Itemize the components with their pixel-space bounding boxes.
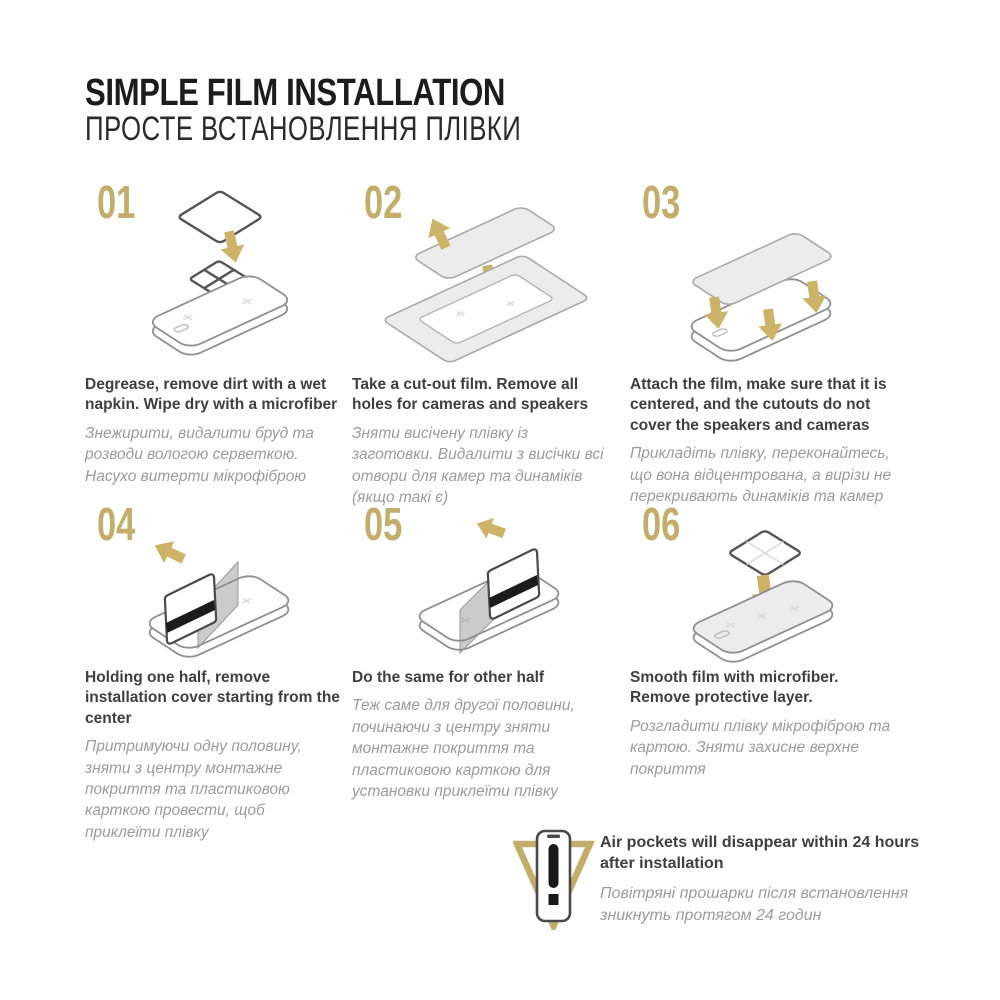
step-text-uk: Теж саме для другої половини, починаючи з центру зняти монтажне покриття та пластиковою карткою для установки приклеїти плівку xyxy=(352,697,575,800)
step-05 xyxy=(352,498,607,802)
step-text-uk: Розгладити плівку мікрофіброю та картою. Зняти захисне верхне покриття xyxy=(630,717,891,778)
step-01-illustration xyxy=(85,176,340,375)
step-06 xyxy=(630,498,902,780)
step-text-uk: Знежирити, видалити бруд та розводи вологою серветкою. Насухо витерти мікрофіброю xyxy=(85,424,314,485)
step-04 xyxy=(85,498,340,843)
step-text-en: Do the same for other half xyxy=(352,669,545,686)
step-text-uk: Прикладіть плівку, переконайтесь, що вона відцентрована, а вирізи не перекривають динаміків та камер xyxy=(630,445,892,506)
step-number: 06 xyxy=(642,498,681,550)
step-03-illustration xyxy=(630,176,902,375)
warning-text xyxy=(600,832,935,927)
step-06-illustration xyxy=(630,498,902,668)
step-text-uk: Притримуючи одну половину, зняти з центру монтажне покриття та пластиковою карткою провести, щоб приклеїти плівку xyxy=(85,738,302,841)
arrow-pull-icon xyxy=(473,513,508,544)
page-title: SIMPLE FILM INSTALLATION xyxy=(85,72,506,114)
arrow-pull-icon xyxy=(150,535,189,570)
step-text-uk: Зняти висічену плівку із заготовки. Видалити з висічки всі отвори для камер та динаміків (якщо такі є) xyxy=(352,424,604,507)
step-text-en: Holding one half, remove installation cover starting from the center xyxy=(85,669,340,727)
page-subtitle: ПРОСТЕ ВСТАНОВЛЕННЯ ПЛІВКИ xyxy=(85,110,522,148)
warning-icon-wrap xyxy=(513,828,595,935)
step-04-illustration xyxy=(85,498,340,668)
cutout-sheet-icon xyxy=(382,255,590,364)
step-text-en: Degrease, remove dirt with a wet napkin. Wipe dry with a microfiber xyxy=(85,376,338,414)
step-number: 04 xyxy=(97,498,136,550)
step-number: 01 xyxy=(97,176,136,228)
warning-text-uk: Повітряні прошарки після встановлення зникнуть протягом 24 годин xyxy=(600,885,909,925)
warning-text-en: Air pockets will disappear within 24 hours after installation xyxy=(600,834,920,873)
phone-exclamation-triangle-icon xyxy=(513,828,595,930)
step-text-en: Attach the film, make sure that it is centered, and the cutouts do not cover the speakers and cameras xyxy=(630,376,887,434)
step-number: 03 xyxy=(642,176,681,228)
step-02-illustration xyxy=(352,176,607,375)
step-05-illustration xyxy=(352,498,607,668)
step-number: 02 xyxy=(364,176,403,228)
step-text-en: Take a cut-out film. Remove all holes for cameras and speakers xyxy=(352,376,589,414)
step-number: 05 xyxy=(364,498,403,550)
step-03 xyxy=(630,176,902,507)
step-01 xyxy=(85,176,340,487)
step-02 xyxy=(352,176,607,508)
step-text-en: Smooth film with microfiber. Remove protective layer. xyxy=(630,669,839,707)
